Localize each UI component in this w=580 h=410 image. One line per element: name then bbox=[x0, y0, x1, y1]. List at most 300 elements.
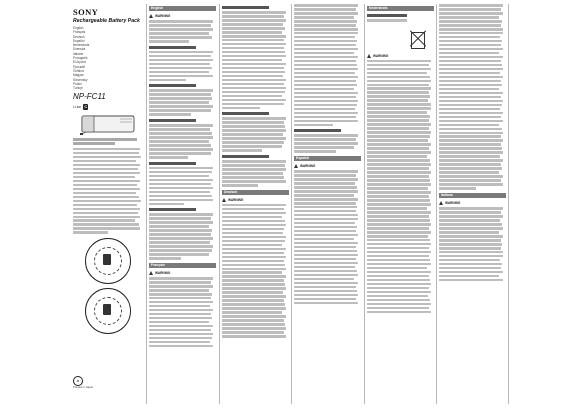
text-line bbox=[294, 178, 358, 181]
subheading bbox=[149, 119, 196, 122]
text-line bbox=[439, 40, 502, 43]
text-line bbox=[149, 225, 209, 228]
text-line bbox=[222, 117, 286, 120]
text-line bbox=[222, 79, 286, 82]
text-line bbox=[294, 108, 355, 111]
text-line bbox=[294, 138, 356, 141]
text-line bbox=[149, 289, 209, 292]
text-line bbox=[149, 203, 184, 206]
text-line bbox=[439, 80, 501, 83]
section-heading-francais: Français bbox=[149, 263, 216, 268]
text-line bbox=[149, 32, 209, 35]
text-line bbox=[439, 24, 501, 27]
warning-triangle-icon bbox=[294, 164, 298, 168]
text-line bbox=[367, 275, 429, 278]
text-line bbox=[149, 40, 189, 43]
text-line bbox=[294, 100, 358, 103]
text-line bbox=[367, 267, 427, 270]
text-line bbox=[367, 271, 431, 274]
text-line bbox=[367, 207, 427, 210]
text-line bbox=[367, 195, 429, 198]
text-line bbox=[222, 180, 286, 183]
language-item: Nederlands bbox=[73, 43, 90, 48]
text-line bbox=[367, 203, 431, 206]
text-line bbox=[439, 235, 503, 238]
text-line bbox=[367, 84, 429, 87]
text-line bbox=[367, 95, 430, 98]
text-line bbox=[149, 249, 212, 252]
text-line bbox=[149, 221, 213, 224]
text-line bbox=[222, 208, 284, 211]
text-line bbox=[439, 4, 503, 7]
recycling-badge-bottom bbox=[85, 288, 131, 334]
text-line bbox=[149, 109, 211, 112]
text-line bbox=[149, 67, 212, 70]
language-item: Svenska bbox=[73, 47, 86, 52]
text-line bbox=[367, 251, 431, 254]
text-line bbox=[73, 231, 108, 234]
text-line bbox=[149, 305, 210, 308]
text-line bbox=[439, 36, 500, 39]
text-line bbox=[294, 266, 355, 269]
text-line bbox=[73, 188, 140, 191]
language-item: Deutsch bbox=[73, 34, 85, 39]
text-line bbox=[367, 151, 431, 154]
text-line bbox=[439, 52, 499, 55]
text-line bbox=[149, 93, 211, 96]
language-item: Magyar bbox=[73, 73, 84, 78]
text-line bbox=[294, 234, 358, 237]
text-line bbox=[149, 285, 213, 288]
text-line bbox=[439, 159, 503, 162]
text-line bbox=[222, 244, 282, 247]
text-line bbox=[149, 105, 213, 108]
text-line bbox=[439, 247, 501, 250]
text-line bbox=[222, 95, 282, 98]
text-line bbox=[149, 213, 213, 216]
text-line bbox=[222, 335, 286, 338]
subheading bbox=[149, 84, 196, 87]
column-divider bbox=[146, 4, 147, 404]
text-line bbox=[439, 100, 503, 103]
text-line bbox=[294, 282, 358, 285]
text-line bbox=[294, 222, 355, 225]
text-line bbox=[367, 111, 427, 114]
text-line bbox=[439, 88, 499, 91]
text-line bbox=[294, 226, 357, 229]
text-line bbox=[294, 230, 356, 233]
text-line bbox=[222, 91, 285, 94]
text-line bbox=[439, 92, 503, 95]
warning-triangle-icon bbox=[149, 14, 153, 18]
text-line bbox=[367, 219, 430, 222]
text-line bbox=[149, 132, 212, 135]
text-line bbox=[367, 91, 429, 94]
text-line bbox=[149, 36, 212, 39]
text-line bbox=[439, 76, 503, 79]
text-line bbox=[149, 101, 209, 104]
text-line bbox=[222, 260, 284, 263]
text-line bbox=[294, 238, 354, 241]
text-line bbox=[73, 176, 135, 179]
text-line bbox=[367, 147, 429, 150]
text-line bbox=[439, 68, 503, 71]
text-line bbox=[222, 75, 283, 78]
text-line bbox=[73, 172, 140, 175]
text-line bbox=[222, 307, 286, 310]
text-line bbox=[367, 239, 430, 242]
section-heading-english: English bbox=[149, 6, 216, 11]
text-line bbox=[149, 128, 210, 131]
text-line bbox=[367, 68, 431, 71]
recycle-mark-icon: ♻ bbox=[73, 376, 83, 386]
text-line bbox=[439, 183, 503, 186]
text-line bbox=[149, 333, 213, 336]
text-line bbox=[294, 186, 357, 189]
text-line bbox=[149, 329, 211, 332]
text-line bbox=[149, 321, 209, 324]
product-title: Rechargeable Battery Pack bbox=[73, 18, 140, 24]
text-line bbox=[294, 84, 357, 87]
text-line bbox=[149, 63, 210, 66]
text-line bbox=[439, 171, 499, 174]
language-item: English bbox=[73, 26, 84, 30]
text-line bbox=[367, 135, 430, 138]
text-line bbox=[149, 28, 213, 31]
text-line bbox=[367, 183, 431, 186]
text-line bbox=[149, 144, 211, 147]
text-line bbox=[222, 83, 284, 86]
text-line bbox=[439, 279, 503, 282]
text-line bbox=[439, 155, 500, 158]
text-line bbox=[222, 279, 284, 282]
text-line bbox=[439, 179, 501, 182]
text-line bbox=[439, 163, 501, 166]
text-line bbox=[367, 299, 430, 302]
text-line bbox=[294, 294, 358, 297]
text-line bbox=[367, 64, 429, 67]
text-line bbox=[294, 40, 357, 43]
text-line bbox=[149, 20, 213, 23]
text-line bbox=[439, 120, 503, 123]
text-line bbox=[222, 256, 286, 259]
text-line bbox=[222, 287, 286, 290]
text-line bbox=[222, 212, 286, 215]
text-line bbox=[439, 128, 502, 131]
text-line bbox=[439, 16, 499, 19]
text-line bbox=[149, 79, 186, 82]
text-line bbox=[367, 307, 429, 310]
language-item: Polski bbox=[73, 81, 82, 86]
text-line bbox=[149, 297, 211, 300]
text-line bbox=[367, 87, 431, 90]
section-heading-italiano: Italiano bbox=[439, 193, 506, 198]
text-line bbox=[222, 331, 284, 334]
text-line bbox=[222, 291, 283, 294]
text-line bbox=[149, 293, 212, 296]
text-line bbox=[367, 131, 431, 134]
text-line bbox=[439, 135, 501, 138]
text-line bbox=[222, 283, 285, 286]
text-line bbox=[439, 223, 502, 226]
text-line bbox=[149, 253, 209, 256]
text-line bbox=[149, 175, 209, 178]
language-item: Čeština bbox=[73, 68, 84, 73]
text-line bbox=[367, 127, 429, 130]
language-item: Slovensky bbox=[73, 77, 88, 82]
cover-text-column bbox=[73, 138, 143, 368]
text-line bbox=[294, 76, 358, 79]
subheading bbox=[149, 208, 196, 211]
text-line bbox=[222, 164, 285, 167]
brand-logo: SONY bbox=[73, 7, 99, 17]
recycling-badge-top bbox=[85, 238, 131, 284]
text-line bbox=[222, 145, 282, 148]
text-line bbox=[367, 19, 407, 22]
text-line bbox=[73, 148, 140, 151]
text-line bbox=[294, 286, 356, 289]
text-line bbox=[73, 227, 140, 230]
text-line bbox=[149, 183, 211, 186]
text-line bbox=[294, 302, 358, 305]
text-line bbox=[439, 96, 501, 99]
text-line bbox=[294, 72, 355, 75]
text-line bbox=[149, 313, 211, 316]
text-line bbox=[367, 259, 430, 262]
text-line bbox=[294, 142, 358, 145]
text-line bbox=[439, 32, 503, 35]
text-line bbox=[222, 47, 284, 50]
text-line bbox=[222, 315, 286, 318]
text-line bbox=[149, 309, 213, 312]
text-line bbox=[294, 36, 355, 39]
text-line bbox=[294, 298, 356, 301]
text-line bbox=[439, 72, 500, 75]
text-line bbox=[73, 208, 140, 211]
text-line bbox=[367, 139, 428, 142]
text-line bbox=[294, 116, 356, 119]
text-line bbox=[294, 8, 356, 11]
text-line bbox=[367, 215, 429, 218]
text-line bbox=[149, 281, 211, 284]
text-line bbox=[439, 139, 503, 142]
text-line bbox=[367, 263, 431, 266]
text-line bbox=[149, 75, 213, 78]
text-line bbox=[294, 20, 357, 23]
text-line bbox=[294, 80, 356, 83]
liion-badge: C bbox=[84, 103, 88, 109]
text-line bbox=[73, 196, 139, 199]
text-line bbox=[294, 150, 336, 153]
text-line bbox=[294, 32, 358, 35]
warning-block bbox=[294, 164, 361, 168]
section-heading-nederlands: Nederlands bbox=[367, 6, 434, 11]
text-line bbox=[222, 31, 282, 34]
text-line bbox=[149, 301, 213, 304]
text-line bbox=[294, 48, 358, 51]
text-line bbox=[367, 119, 429, 122]
text-line bbox=[294, 96, 356, 99]
text-line bbox=[222, 224, 286, 227]
text-line bbox=[439, 44, 501, 47]
text-line bbox=[222, 232, 283, 235]
text-line bbox=[294, 68, 358, 71]
column-divider bbox=[364, 4, 365, 404]
text-line bbox=[367, 175, 429, 178]
text-line bbox=[222, 121, 284, 124]
text-line bbox=[222, 299, 284, 302]
text-line bbox=[367, 99, 428, 102]
text-line bbox=[367, 179, 430, 182]
text-line bbox=[149, 179, 213, 182]
text-line bbox=[149, 55, 211, 58]
text-line bbox=[294, 44, 356, 47]
text-line bbox=[222, 141, 284, 144]
text-line bbox=[294, 278, 354, 281]
text-line bbox=[222, 71, 285, 74]
column-6 bbox=[439, 4, 506, 404]
text-line bbox=[222, 323, 285, 326]
crossed-bin-icon bbox=[407, 28, 427, 50]
text-line bbox=[367, 247, 429, 250]
text-line bbox=[294, 274, 358, 277]
text-line bbox=[439, 251, 503, 254]
text-line bbox=[222, 327, 286, 330]
text-line bbox=[149, 277, 213, 280]
text-line bbox=[439, 215, 503, 218]
subheading bbox=[222, 112, 269, 115]
text-line bbox=[149, 24, 211, 27]
column-divider bbox=[291, 4, 292, 404]
text-line bbox=[367, 287, 429, 290]
text-line bbox=[294, 12, 358, 15]
text-line bbox=[294, 92, 358, 95]
text-line bbox=[73, 219, 135, 222]
text-line bbox=[367, 167, 429, 170]
text-line bbox=[367, 283, 431, 286]
text-line bbox=[367, 255, 429, 258]
text-line bbox=[222, 103, 284, 106]
text-line bbox=[439, 124, 499, 127]
text-line bbox=[149, 241, 210, 244]
text-line bbox=[367, 80, 431, 83]
text-line bbox=[149, 51, 213, 54]
column-nederlands bbox=[367, 4, 434, 404]
subheading bbox=[367, 14, 407, 17]
text-line bbox=[367, 155, 427, 158]
warning-triangle-icon bbox=[367, 54, 371, 58]
text-line bbox=[439, 187, 476, 190]
text-line bbox=[222, 19, 286, 22]
text-line bbox=[222, 107, 260, 110]
text-line bbox=[73, 142, 115, 145]
text-line bbox=[149, 199, 213, 202]
warning-label: WARNING bbox=[373, 53, 389, 58]
text-line bbox=[222, 168, 286, 171]
text-line bbox=[294, 124, 333, 127]
text-line bbox=[294, 198, 358, 201]
text-line bbox=[439, 64, 502, 67]
warning-triangle-icon bbox=[149, 271, 153, 275]
text-line bbox=[222, 129, 286, 132]
text-line bbox=[294, 290, 357, 293]
text-line bbox=[439, 48, 503, 51]
text-line bbox=[439, 267, 501, 270]
warning-block bbox=[367, 54, 434, 58]
text-line bbox=[294, 254, 358, 257]
text-line bbox=[367, 115, 430, 118]
text-line bbox=[149, 345, 213, 348]
text-line bbox=[222, 264, 285, 267]
text-line bbox=[367, 311, 431, 314]
text-line bbox=[222, 271, 282, 274]
text-line bbox=[222, 39, 284, 42]
subheading bbox=[149, 162, 196, 165]
text-line bbox=[149, 140, 209, 143]
text-line bbox=[294, 104, 357, 107]
text-line bbox=[294, 194, 354, 197]
warning-label: WARNING bbox=[228, 197, 244, 202]
text-line bbox=[439, 147, 502, 150]
text-line bbox=[367, 303, 431, 306]
warning-block bbox=[149, 14, 216, 18]
text-line bbox=[73, 204, 137, 207]
text-line bbox=[222, 252, 284, 255]
text-line bbox=[149, 245, 213, 248]
text-line bbox=[222, 204, 286, 207]
text-line bbox=[367, 295, 428, 298]
text-line bbox=[367, 223, 431, 226]
text-line bbox=[439, 167, 502, 170]
text-line bbox=[367, 123, 431, 126]
text-line bbox=[439, 108, 500, 111]
text-line bbox=[73, 160, 136, 163]
model-number: NP-FC11 bbox=[73, 92, 106, 101]
text-line bbox=[294, 146, 354, 149]
text-line bbox=[367, 187, 428, 190]
language-list bbox=[73, 26, 135, 90]
text-line bbox=[149, 195, 212, 198]
liion-label: Li-ion bbox=[73, 104, 82, 109]
text-line bbox=[439, 255, 503, 258]
text-line bbox=[222, 23, 283, 26]
column-divider bbox=[436, 4, 437, 404]
text-line bbox=[439, 243, 502, 246]
text-line bbox=[294, 4, 358, 7]
text-line bbox=[294, 214, 358, 217]
text-line bbox=[294, 250, 357, 253]
text-line bbox=[439, 143, 501, 146]
text-line bbox=[294, 202, 356, 205]
text-line bbox=[367, 60, 431, 63]
text-line bbox=[149, 124, 213, 127]
text-line bbox=[73, 200, 141, 203]
text-line bbox=[367, 76, 430, 79]
text-line bbox=[149, 167, 213, 170]
text-line bbox=[294, 206, 357, 209]
text-line bbox=[222, 63, 286, 66]
column-divider bbox=[508, 4, 509, 404]
text-line bbox=[222, 125, 285, 128]
text-line bbox=[222, 303, 285, 306]
text-line bbox=[222, 248, 286, 251]
text-line bbox=[439, 84, 502, 87]
text-line bbox=[367, 235, 428, 238]
text-line bbox=[439, 271, 503, 274]
text-line bbox=[367, 291, 431, 294]
text-line bbox=[294, 190, 358, 193]
text-line bbox=[149, 113, 191, 116]
